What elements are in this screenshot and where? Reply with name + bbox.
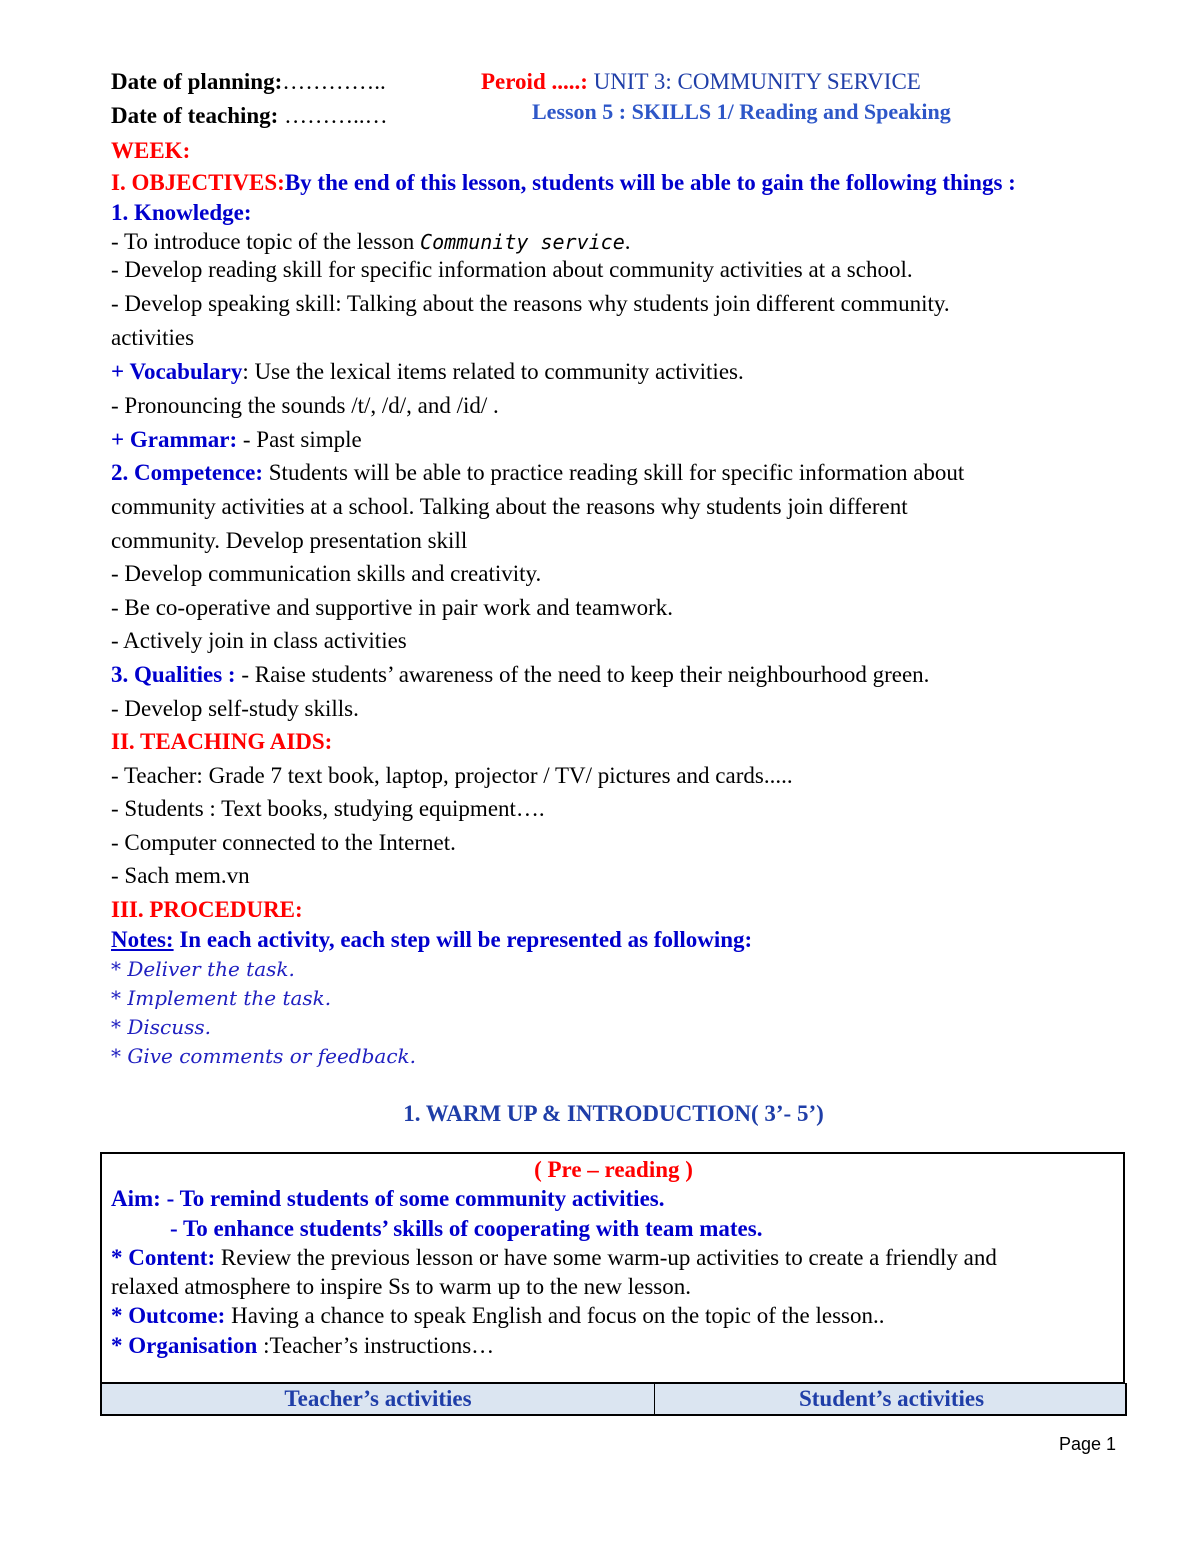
outcome-line — [111, 1302, 885, 1330]
unit-name: UNIT 3: COMMUNITY SERVICE — [587, 69, 921, 94]
objectives-heading: I. OBJECTIVES: — [111, 170, 285, 195]
organisation-text: :Teacher’s instructions… — [257, 1333, 495, 1358]
activities-table-header — [100, 1383, 1127, 1416]
stage-label: ( Pre – reading ) — [534, 1157, 693, 1182]
teaching-aids-heading: II. TEACHING AIDS: — [111, 729, 333, 754]
knowledge-item-2: - Develop reading skill for specific information about community activities at a school. — [111, 257, 913, 282]
objectives-heading-line — [111, 169, 1016, 197]
pronunciation-line: - Pronouncing the sounds /t/, /d/, and /id/ . — [111, 393, 499, 418]
competence-line — [111, 459, 964, 487]
outcome-label: * Outcome: — [111, 1303, 226, 1328]
competence-item-2: - Be co-operative and supportive in pair work and teamwork. — [111, 595, 674, 620]
k1-prefix: - To introduce topic of the lesson — [111, 229, 421, 254]
notes-label: Notes: — [111, 927, 174, 952]
content-label: * Content: — [111, 1245, 216, 1270]
content-line — [111, 1244, 997, 1272]
date-teaching-label: Date of teaching: — [111, 103, 279, 128]
vocabulary-line — [111, 358, 744, 386]
date-of-planning — [111, 68, 386, 96]
grammar-line — [111, 426, 362, 454]
outcome-text: Having a chance to speak English and focus on the topic of the lesson.. — [225, 1303, 885, 1328]
qualities-line — [111, 661, 929, 689]
content-line-2: relaxed atmosphere to inspire Ss to warm up to the new lesson. — [111, 1274, 691, 1299]
objectives-intro: By the end of this lesson, students will be able to gain the following things : — [284, 170, 1016, 195]
grammar-text: - Past simple — [237, 427, 362, 452]
content-text: Review the previous lesson or have some warm-up activities to create a friendly and — [215, 1245, 997, 1270]
grammar-label: + Grammar: — [111, 427, 238, 452]
aim-line-2: - To enhance students’ skills of cooperating with team mates. — [170, 1216, 763, 1241]
competence-line-2: community activities at a school. Talking about the reasons why students join different — [111, 494, 908, 519]
aid-item-sachmem: - Sach mem.vn — [111, 863, 250, 888]
date-teaching-dots: ………..… — [278, 103, 388, 128]
notes-line — [111, 926, 752, 954]
warmup-title: 1. WARM UP & INTRODUCTION( 3’- 5’) — [403, 1101, 824, 1126]
page-number: Page 1 — [1058, 1434, 1116, 1454]
step-discuss: * Discuss. — [111, 1015, 212, 1039]
organisation-label: * Organisation — [111, 1333, 258, 1358]
unit-title — [481, 68, 921, 96]
qualities-text: - Raise students’ awareness of the need to keep their neighbourhood green. — [235, 662, 930, 687]
qualities-item-2: - Develop self-study skills. — [111, 696, 359, 721]
week-label: WEEK: — [111, 138, 191, 163]
competence-label: 2. Competence: — [111, 460, 264, 485]
date-planning-dots: ………….. — [282, 69, 386, 94]
aid-item-teacher: - Teacher: Grade 7 text book, laptop, projector / TV/ pictures and cards..... — [111, 763, 793, 788]
knowledge-item-3: - Develop speaking skill: Talking about the reasons why students join different community. — [111, 291, 950, 316]
step-implement: * Implement the task. — [111, 986, 332, 1010]
knowledge-item-1 — [111, 228, 631, 256]
procedure-heading: III. PROCEDURE: — [111, 897, 303, 922]
competence-text: Students will be able to practice reading skill for specific information about — [263, 460, 965, 485]
student-activities-header: Student’s activities — [798, 1386, 985, 1411]
period-label: Peroid .....: — [481, 69, 588, 94]
knowledge-heading: 1. Knowledge: — [111, 200, 252, 225]
aid-item-students: - Students : Text books, studying equipment…. — [111, 796, 545, 821]
date-of-teaching — [111, 102, 388, 130]
aim-text-1: - To remind students of some community activities. — [160, 1186, 665, 1211]
k1-suffix: . — [624, 229, 631, 254]
teacher-activities-header: Teacher’s activities — [102, 1384, 655, 1414]
knowledge-item-3-cont: activities — [111, 325, 195, 350]
k1-topic: Community service — [420, 230, 625, 254]
aid-item-computer: - Computer connected to the Internet. — [111, 830, 456, 855]
step-feedback: * Give comments or feedback. — [111, 1044, 417, 1068]
vocabulary-label: + Vocabulary — [111, 359, 243, 384]
step-deliver: * Deliver the task. — [111, 957, 295, 981]
competence-item-1: - Develop communication skills and creativity. — [111, 561, 542, 586]
vocabulary-text: : Use the lexical items related to community activities. — [242, 359, 744, 384]
competence-line-3: community. Develop presentation skill — [111, 528, 468, 553]
competence-item-3: - Actively join in class activities — [111, 628, 407, 653]
date-planning-label: Date of planning: — [111, 69, 283, 94]
organisation-line — [111, 1332, 494, 1360]
lesson-title: Lesson 5 : SKILLS 1/ Reading and Speaking — [532, 99, 951, 124]
aim-label: Aim: — [111, 1186, 161, 1211]
aim-line-1 — [111, 1185, 664, 1213]
notes-text: In each activity, each step will be represented as following: — [173, 927, 753, 952]
qualities-label: 3. Qualities : — [111, 662, 236, 687]
